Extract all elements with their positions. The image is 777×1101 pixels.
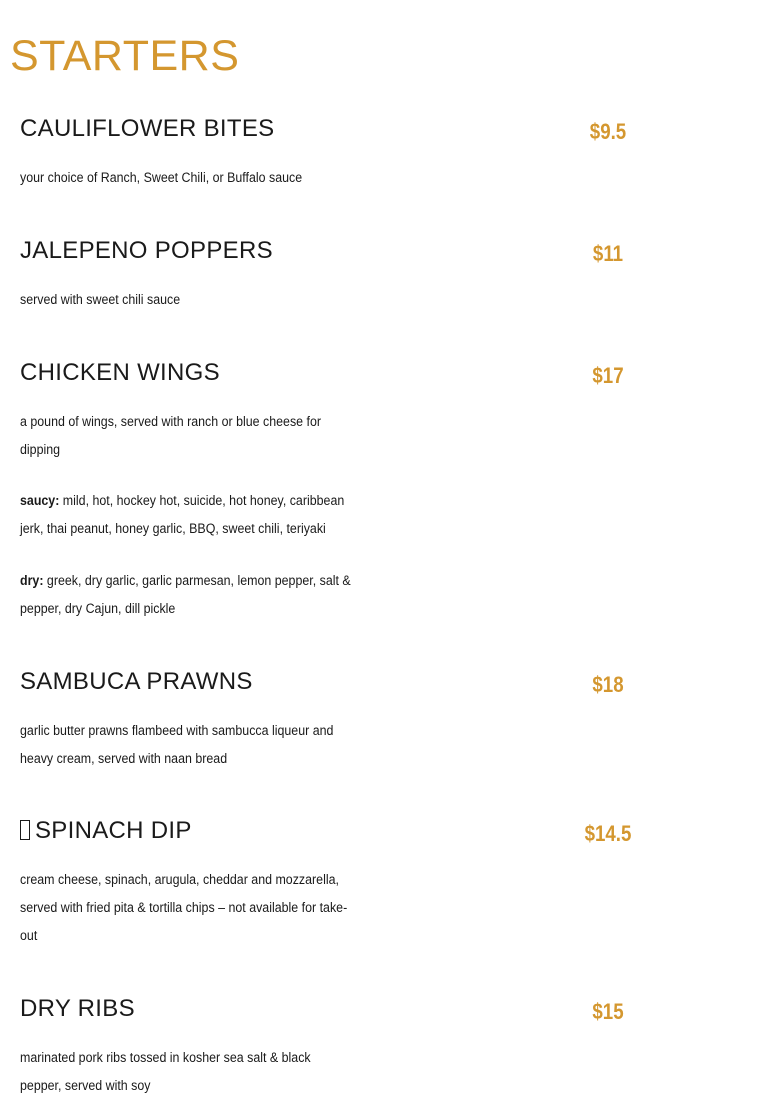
item-price: $11	[592, 241, 624, 266]
item-name: SAMBUCA PRAWNS	[20, 668, 253, 695]
menu-item-chicken-wings	[20, 358, 720, 623]
saucy-options	[20, 487, 351, 543]
menu-item-jalepeno-poppers	[20, 236, 720, 314]
menu-item-sambuca-prawns	[20, 667, 720, 773]
item-price: $15	[592, 999, 624, 1024]
item-name: CAULIFLOWER BITES	[20, 115, 275, 142]
item-description: cream cheese, spinach, arugula, cheddar and mozzarella, served with fried pita & tortilla chips – not available for take-out	[20, 872, 348, 943]
section-title: STARTERS	[10, 32, 240, 80]
item-price: $14.5	[584, 821, 632, 846]
menu-item-dry-ribs	[20, 994, 720, 1100]
menu-item-cauliflower-bites	[20, 114, 720, 192]
item-name: JALEPENO POPPERS	[20, 237, 273, 264]
item-name: DRY RIBS	[20, 995, 135, 1022]
item-description: your choice of Ranch, Sweet Chili, or Buffalo sauce	[20, 170, 303, 185]
dry-text: greek, dry garlic, garlic parmesan, lemon pepper, salt & pepper, dry Cajun, dill pickle	[20, 573, 351, 616]
item-description: marinated pork ribs tossed in kosher sea salt & black pepper, served with soy	[20, 1050, 311, 1093]
item-description: garlic butter prawns flambeed with sambucca liqueur and heavy cream, served with naan bread	[20, 723, 334, 766]
item-price: $9.5	[589, 119, 627, 144]
item-price: $17	[592, 363, 624, 388]
saucy-label: saucy:	[20, 493, 60, 508]
dry-label: dry:	[20, 573, 44, 588]
item-description: a pound of wings, served with ranch or blue cheese for dipping	[20, 414, 322, 457]
missing-glyph-icon	[20, 820, 30, 840]
dry-options	[20, 567, 351, 623]
menu-item-spinach-dip	[20, 816, 720, 950]
saucy-text: mild, hot, hockey hot, suicide, hot honey, caribbean jerk, thai peanut, honey garlic, BBQ, sweet chili, teriyaki	[20, 493, 345, 536]
item-name: CHICKEN WINGS	[20, 359, 220, 386]
item-name: SPINACH DIP	[35, 817, 192, 844]
item-price: $18	[592, 672, 624, 697]
item-description: served with sweet chili sauce	[20, 292, 181, 307]
